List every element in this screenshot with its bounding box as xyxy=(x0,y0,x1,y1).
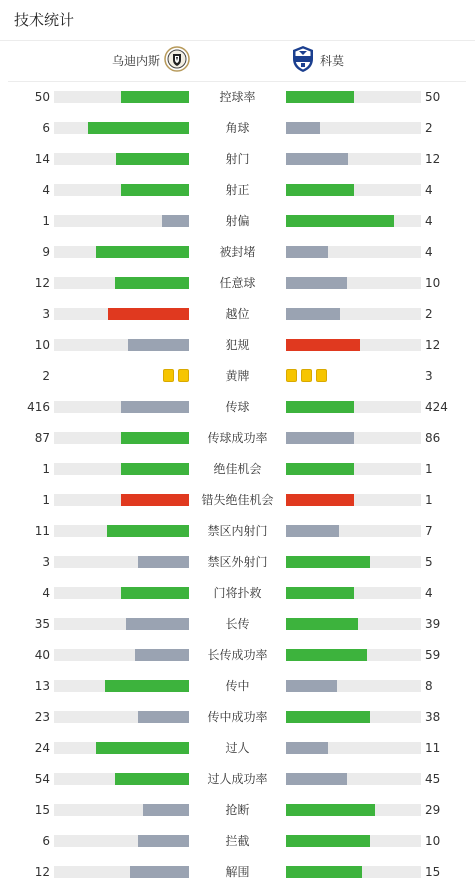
stat-label: 错失绝佳机会 xyxy=(201,493,274,507)
away-bar-track xyxy=(286,618,421,630)
yellow-card-icon xyxy=(286,369,297,382)
away-value: 15 xyxy=(425,865,441,879)
home-bar-track xyxy=(54,773,189,785)
stat-row xyxy=(0,459,475,479)
home-bar-track xyxy=(54,618,189,630)
home-bar-track xyxy=(54,866,189,878)
away-bar-track xyxy=(286,680,421,692)
stat-label: 过人 xyxy=(225,741,250,755)
home-bar-fill xyxy=(115,277,189,289)
home-value: 3 xyxy=(42,555,50,569)
away-value: 8 xyxy=(425,679,433,693)
home-bar-fill xyxy=(121,587,189,599)
home-bar-fill xyxy=(115,773,189,785)
home-value: 13 xyxy=(34,679,50,693)
home-bar-fill xyxy=(130,866,189,878)
away-bar-fill xyxy=(286,184,354,196)
away-bar-track xyxy=(286,494,421,506)
stat-row xyxy=(0,180,475,200)
stat-row xyxy=(0,645,475,665)
away-bar-track xyxy=(286,277,421,289)
away-bar-track xyxy=(286,246,421,258)
away-value: 1 xyxy=(425,462,433,476)
home-bar-track xyxy=(54,711,189,723)
home-bar-track xyxy=(54,463,189,475)
away-value: 4 xyxy=(425,183,433,197)
away-value: 7 xyxy=(425,524,433,538)
away-bar-track xyxy=(286,835,421,847)
away-bar-track xyxy=(286,91,421,103)
away-bar-fill xyxy=(286,649,367,661)
stat-label: 被封堵 xyxy=(219,245,256,259)
stat-label: 解围 xyxy=(225,865,250,879)
home-value: 87 xyxy=(34,431,50,445)
home-bar-track xyxy=(54,122,189,134)
home-bar-fill xyxy=(96,742,189,754)
away-bar-fill xyxy=(286,91,354,103)
home-bar-fill xyxy=(128,339,189,351)
away-value: 12 xyxy=(425,338,441,352)
away-bar-track xyxy=(286,401,421,413)
home-value: 40 xyxy=(34,648,50,662)
stat-label: 抢断 xyxy=(225,803,250,817)
away-value: 3 xyxy=(425,369,433,383)
stat-row xyxy=(0,738,475,758)
home-bar-track xyxy=(54,742,189,754)
home-value: 14 xyxy=(34,152,50,166)
stat-label: 传球成功率 xyxy=(207,431,268,445)
away-value: 2 xyxy=(425,121,433,135)
home-bar-track xyxy=(54,308,189,320)
stat-label: 禁区外射门 xyxy=(207,555,268,569)
stat-label: 角球 xyxy=(225,121,250,135)
stat-label: 绝佳机会 xyxy=(213,462,262,476)
home-bar-track xyxy=(54,401,189,413)
stat-label: 禁区内射门 xyxy=(207,524,268,538)
home-bar-fill xyxy=(121,401,189,413)
home-value: 3 xyxy=(42,307,50,321)
home-bar-fill xyxy=(108,308,189,320)
home-bar-track xyxy=(54,153,189,165)
home-value: 35 xyxy=(34,617,50,631)
away-bar-track xyxy=(286,711,421,723)
home-bar-track xyxy=(54,556,189,568)
away-bar-track xyxy=(286,215,421,227)
stat-row xyxy=(0,335,475,355)
home-yellow-cards xyxy=(163,369,189,382)
como-crest-icon xyxy=(291,45,315,77)
away-bar-track xyxy=(286,463,421,475)
away-bar-track xyxy=(286,866,421,878)
away-value: 45 xyxy=(425,772,441,786)
stat-row xyxy=(0,800,475,820)
home-bar-fill xyxy=(121,91,189,103)
home-bar-track xyxy=(54,91,189,103)
stat-row xyxy=(0,118,475,138)
away-bar-track xyxy=(286,587,421,599)
away-bar-fill xyxy=(286,680,337,692)
away-team[interactable] xyxy=(291,47,344,75)
page-title: 技术统计 xyxy=(14,11,75,29)
away-bar-track xyxy=(286,122,421,134)
stat-label: 拦截 xyxy=(225,834,250,848)
away-bar-fill xyxy=(286,866,362,878)
away-bar-track xyxy=(286,339,421,351)
away-bar-fill xyxy=(286,494,354,506)
home-value: 24 xyxy=(34,741,50,755)
away-team-name: 科莫 xyxy=(320,54,345,68)
away-bar-track xyxy=(286,742,421,754)
stat-label: 传球 xyxy=(225,400,250,414)
stat-label: 门将扑救 xyxy=(213,586,262,600)
home-team[interactable] xyxy=(112,48,190,74)
home-bar-fill xyxy=(121,463,189,475)
home-bar-fill xyxy=(105,680,189,692)
stat-label: 射门 xyxy=(225,152,250,166)
stat-row xyxy=(0,676,475,696)
home-bar-fill xyxy=(121,494,189,506)
stat-label: 射偏 xyxy=(225,214,250,228)
home-value: 1 xyxy=(42,493,50,507)
home-value: 9 xyxy=(42,245,50,259)
away-bar-fill xyxy=(286,525,339,537)
away-value: 10 xyxy=(425,276,441,290)
stat-row xyxy=(0,87,475,107)
home-value: 12 xyxy=(34,865,50,879)
home-bar-track xyxy=(54,432,189,444)
home-value: 54 xyxy=(34,772,50,786)
away-value: 12 xyxy=(425,152,441,166)
stat-row xyxy=(0,521,475,541)
stat-row xyxy=(0,769,475,789)
home-bar-track xyxy=(54,680,189,692)
home-value: 23 xyxy=(34,710,50,724)
away-bar-fill xyxy=(286,308,340,320)
away-yellow-cards xyxy=(286,369,327,382)
away-bar-fill xyxy=(286,587,354,599)
stat-label: 过人成功率 xyxy=(207,772,268,786)
away-bar-track xyxy=(286,432,421,444)
away-bar-fill xyxy=(286,401,354,413)
yellow-card-icon xyxy=(316,369,327,382)
away-value: 59 xyxy=(425,648,441,662)
away-bar-fill xyxy=(286,215,394,227)
stat-row xyxy=(0,831,475,851)
home-bar-fill xyxy=(121,432,189,444)
home-bar-track xyxy=(54,494,189,506)
stat-row xyxy=(0,273,475,293)
stat-label: 传中 xyxy=(225,679,250,693)
home-bar-track xyxy=(54,525,189,537)
away-bar-track xyxy=(286,308,421,320)
home-bar-track xyxy=(54,184,189,196)
away-value: 29 xyxy=(425,803,441,817)
home-bar-track xyxy=(54,587,189,599)
home-bar-track xyxy=(54,277,189,289)
away-bar-fill xyxy=(286,153,348,165)
stat-row xyxy=(0,366,475,386)
away-bar-fill xyxy=(286,556,370,568)
stat-row xyxy=(0,428,475,448)
home-bar-fill xyxy=(107,525,189,537)
home-bar-fill xyxy=(138,556,189,568)
away-bar-fill xyxy=(286,432,354,444)
stat-row xyxy=(0,304,475,324)
away-bar-fill xyxy=(286,339,360,351)
away-bar-track xyxy=(286,184,421,196)
stat-row xyxy=(0,149,475,169)
home-bar-fill xyxy=(138,711,189,723)
home-bar-track xyxy=(54,246,189,258)
yellow-card-icon xyxy=(163,369,174,382)
away-bar-fill xyxy=(286,277,347,289)
stat-row xyxy=(0,583,475,603)
stat-row xyxy=(0,242,475,262)
home-bar-fill xyxy=(138,835,189,847)
away-value: 39 xyxy=(425,617,441,631)
away-value: 4 xyxy=(425,245,433,259)
away-value: 11 xyxy=(425,741,441,755)
away-value: 86 xyxy=(425,431,441,445)
stat-label: 射正 xyxy=(225,183,250,197)
stat-row xyxy=(0,211,475,231)
stat-label: 长传 xyxy=(225,617,250,631)
home-value: 2 xyxy=(42,369,50,383)
stat-label: 长传成功率 xyxy=(207,648,268,662)
stat-label: 越位 xyxy=(225,307,250,321)
stat-label: 任意球 xyxy=(219,276,256,290)
away-bar-track xyxy=(286,773,421,785)
home-value: 4 xyxy=(42,586,50,600)
home-value: 6 xyxy=(42,121,50,135)
stat-row xyxy=(0,707,475,727)
stat-row xyxy=(0,552,475,572)
stats-header xyxy=(0,0,475,41)
stat-row xyxy=(0,614,475,634)
home-value: 416 xyxy=(27,400,50,414)
away-bar-fill xyxy=(286,463,354,475)
home-value: 50 xyxy=(34,90,50,104)
home-bar-fill xyxy=(143,804,189,816)
home-value: 6 xyxy=(42,834,50,848)
stat-label: 犯规 xyxy=(225,338,250,352)
home-value: 1 xyxy=(42,214,50,228)
away-bar-fill xyxy=(286,742,328,754)
away-value: 2 xyxy=(425,307,433,321)
home-value: 11 xyxy=(34,524,50,538)
home-bar-track xyxy=(54,804,189,816)
away-value: 4 xyxy=(425,586,433,600)
home-bar-fill xyxy=(126,618,189,630)
yellow-card-icon xyxy=(301,369,312,382)
home-bar-fill xyxy=(96,246,189,258)
home-bar-fill xyxy=(116,153,189,165)
away-bar-fill xyxy=(286,246,328,258)
home-value: 4 xyxy=(42,183,50,197)
away-bar-fill xyxy=(286,804,375,816)
away-bar-track xyxy=(286,649,421,661)
stat-row xyxy=(0,862,475,882)
stat-label: 黄牌 xyxy=(225,369,250,383)
away-bar-track xyxy=(286,556,421,568)
stat-label: 控球率 xyxy=(219,90,256,104)
teams-bar xyxy=(8,41,466,82)
away-bar-track xyxy=(286,525,421,537)
away-value: 50 xyxy=(425,90,441,104)
away-value: 38 xyxy=(425,710,441,724)
home-team-name: 乌迪内斯 xyxy=(111,54,160,68)
away-value: 4 xyxy=(425,214,433,228)
home-bar-track xyxy=(54,835,189,847)
stat-row xyxy=(0,490,475,510)
home-bar-fill xyxy=(135,649,189,661)
home-bar-track xyxy=(54,339,189,351)
home-value: 10 xyxy=(34,338,50,352)
away-bar-fill xyxy=(286,711,370,723)
home-bar-track xyxy=(54,215,189,227)
yellow-card-icon xyxy=(178,369,189,382)
home-bar-track xyxy=(54,649,189,661)
away-value: 424 xyxy=(425,400,448,414)
away-value: 10 xyxy=(425,834,441,848)
udinese-crest-icon xyxy=(164,46,190,76)
stat-label: 传中成功率 xyxy=(207,710,268,724)
away-bar-fill xyxy=(286,773,347,785)
home-value: 15 xyxy=(34,803,50,817)
home-bar-fill xyxy=(88,122,189,134)
away-bar-track xyxy=(286,153,421,165)
home-bar-fill xyxy=(121,184,189,196)
away-value: 5 xyxy=(425,555,433,569)
home-bar-fill xyxy=(162,215,189,227)
away-bar-track xyxy=(286,804,421,816)
away-bar-fill xyxy=(286,835,370,847)
stat-row xyxy=(0,397,475,417)
home-value: 1 xyxy=(42,462,50,476)
away-bar-fill xyxy=(286,618,358,630)
away-value: 1 xyxy=(425,493,433,507)
home-value: 12 xyxy=(34,276,50,290)
away-bar-fill xyxy=(286,122,320,134)
